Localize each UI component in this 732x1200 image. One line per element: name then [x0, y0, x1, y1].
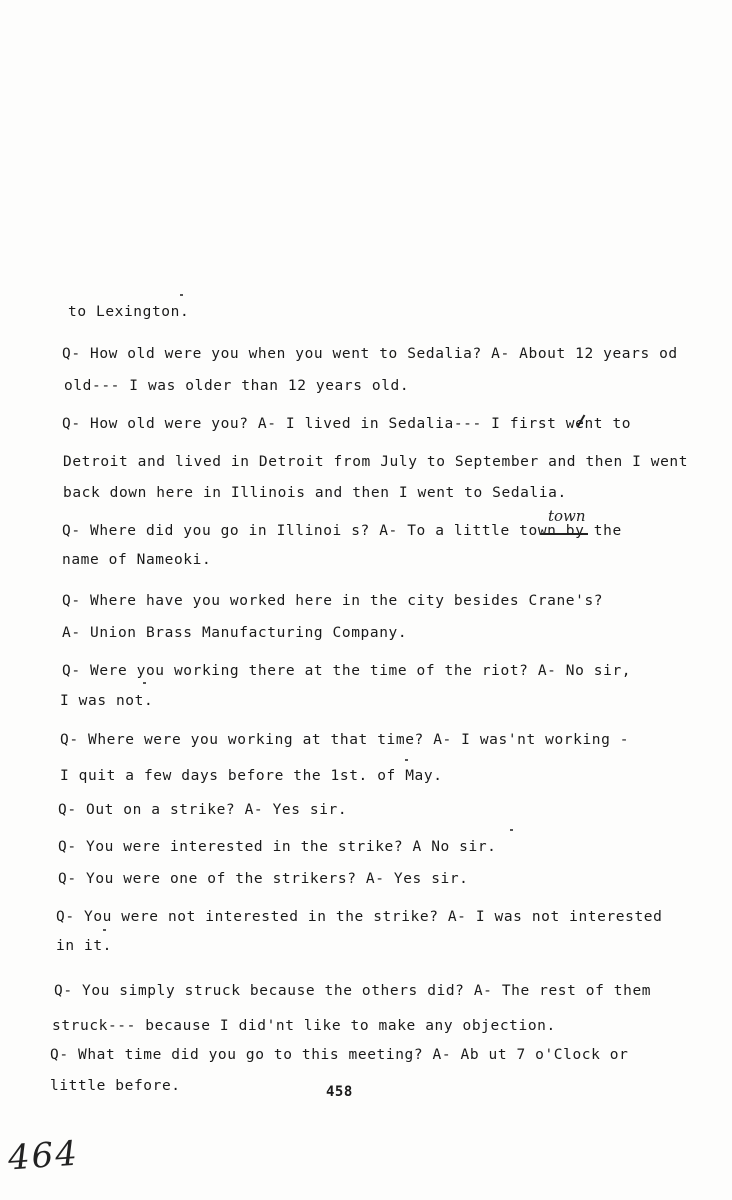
- scan-speck: [143, 682, 146, 684]
- text-line-14: I quit a few days before the 1st. of May.: [60, 768, 443, 784]
- page-number: 458: [326, 1084, 353, 1100]
- scan-speck: [510, 829, 513, 831]
- text-line-17: Q- You were one of the strikers? A- Yes sir.: [58, 871, 469, 887]
- text-line-3: old--- I was older than 12 years old.: [64, 378, 410, 394]
- text-line-20: Q- You simply struck because the others did? A- The rest of them: [54, 983, 652, 999]
- text-line-1: to Lexington.: [68, 304, 190, 320]
- text-line-16: Q- You were interested in the strike? A No sir.: [58, 839, 497, 855]
- text-line-2: Q- How old were you when you went to Sedalia? A- About 12 years od: [62, 346, 678, 362]
- scan-speck: [180, 294, 183, 296]
- text-line-5: Detroit and lived in Detroit from July to September and then I went: [63, 454, 689, 470]
- text-line-21: struck--- because I did'nt like to make any objection.: [52, 1018, 556, 1034]
- scan-speck: [103, 929, 106, 931]
- text-line-15: Q- Out on a strike? A- Yes sir.: [58, 802, 348, 818]
- scan-speck: [405, 759, 408, 761]
- text-line-19: in it.: [56, 938, 112, 954]
- text-line-4: Q- How old were you? A- I lived in Sedalia--- I first went to: [62, 416, 632, 432]
- text-line-23: little before.: [50, 1078, 181, 1094]
- text-line-22: Q- What time did you go to this meeting? A- Ab ut 7 o'Clock or: [50, 1047, 629, 1063]
- text-line-6: back down here in Illinois and then I went to Sedalia.: [63, 485, 567, 501]
- text-line-11: Q- Were you working there at the time of the riot? A- No sir,: [62, 663, 632, 679]
- correction-strike-mark: [540, 533, 588, 535]
- handwritten-correction: town: [548, 507, 586, 525]
- text-line-8: name of Nameoki.: [62, 552, 212, 568]
- text-line-13: Q- Where were you working at that time? A- I was'nt working -: [60, 732, 630, 748]
- handwritten-page-number: 464: [6, 1133, 81, 1179]
- text-line-9: Q- Where have you worked here in the city besides Crane's?: [62, 593, 604, 609]
- text-line-10: A- Union Brass Manufacturing Company.: [62, 625, 408, 641]
- text-line-18: Q- You were not interested in the strike? A- I was not interested: [56, 909, 663, 925]
- text-line-12: I was not.: [60, 693, 154, 709]
- text-line-7: Q- Where did you go in Illinoi s? A- To a little town by the: [62, 523, 622, 539]
